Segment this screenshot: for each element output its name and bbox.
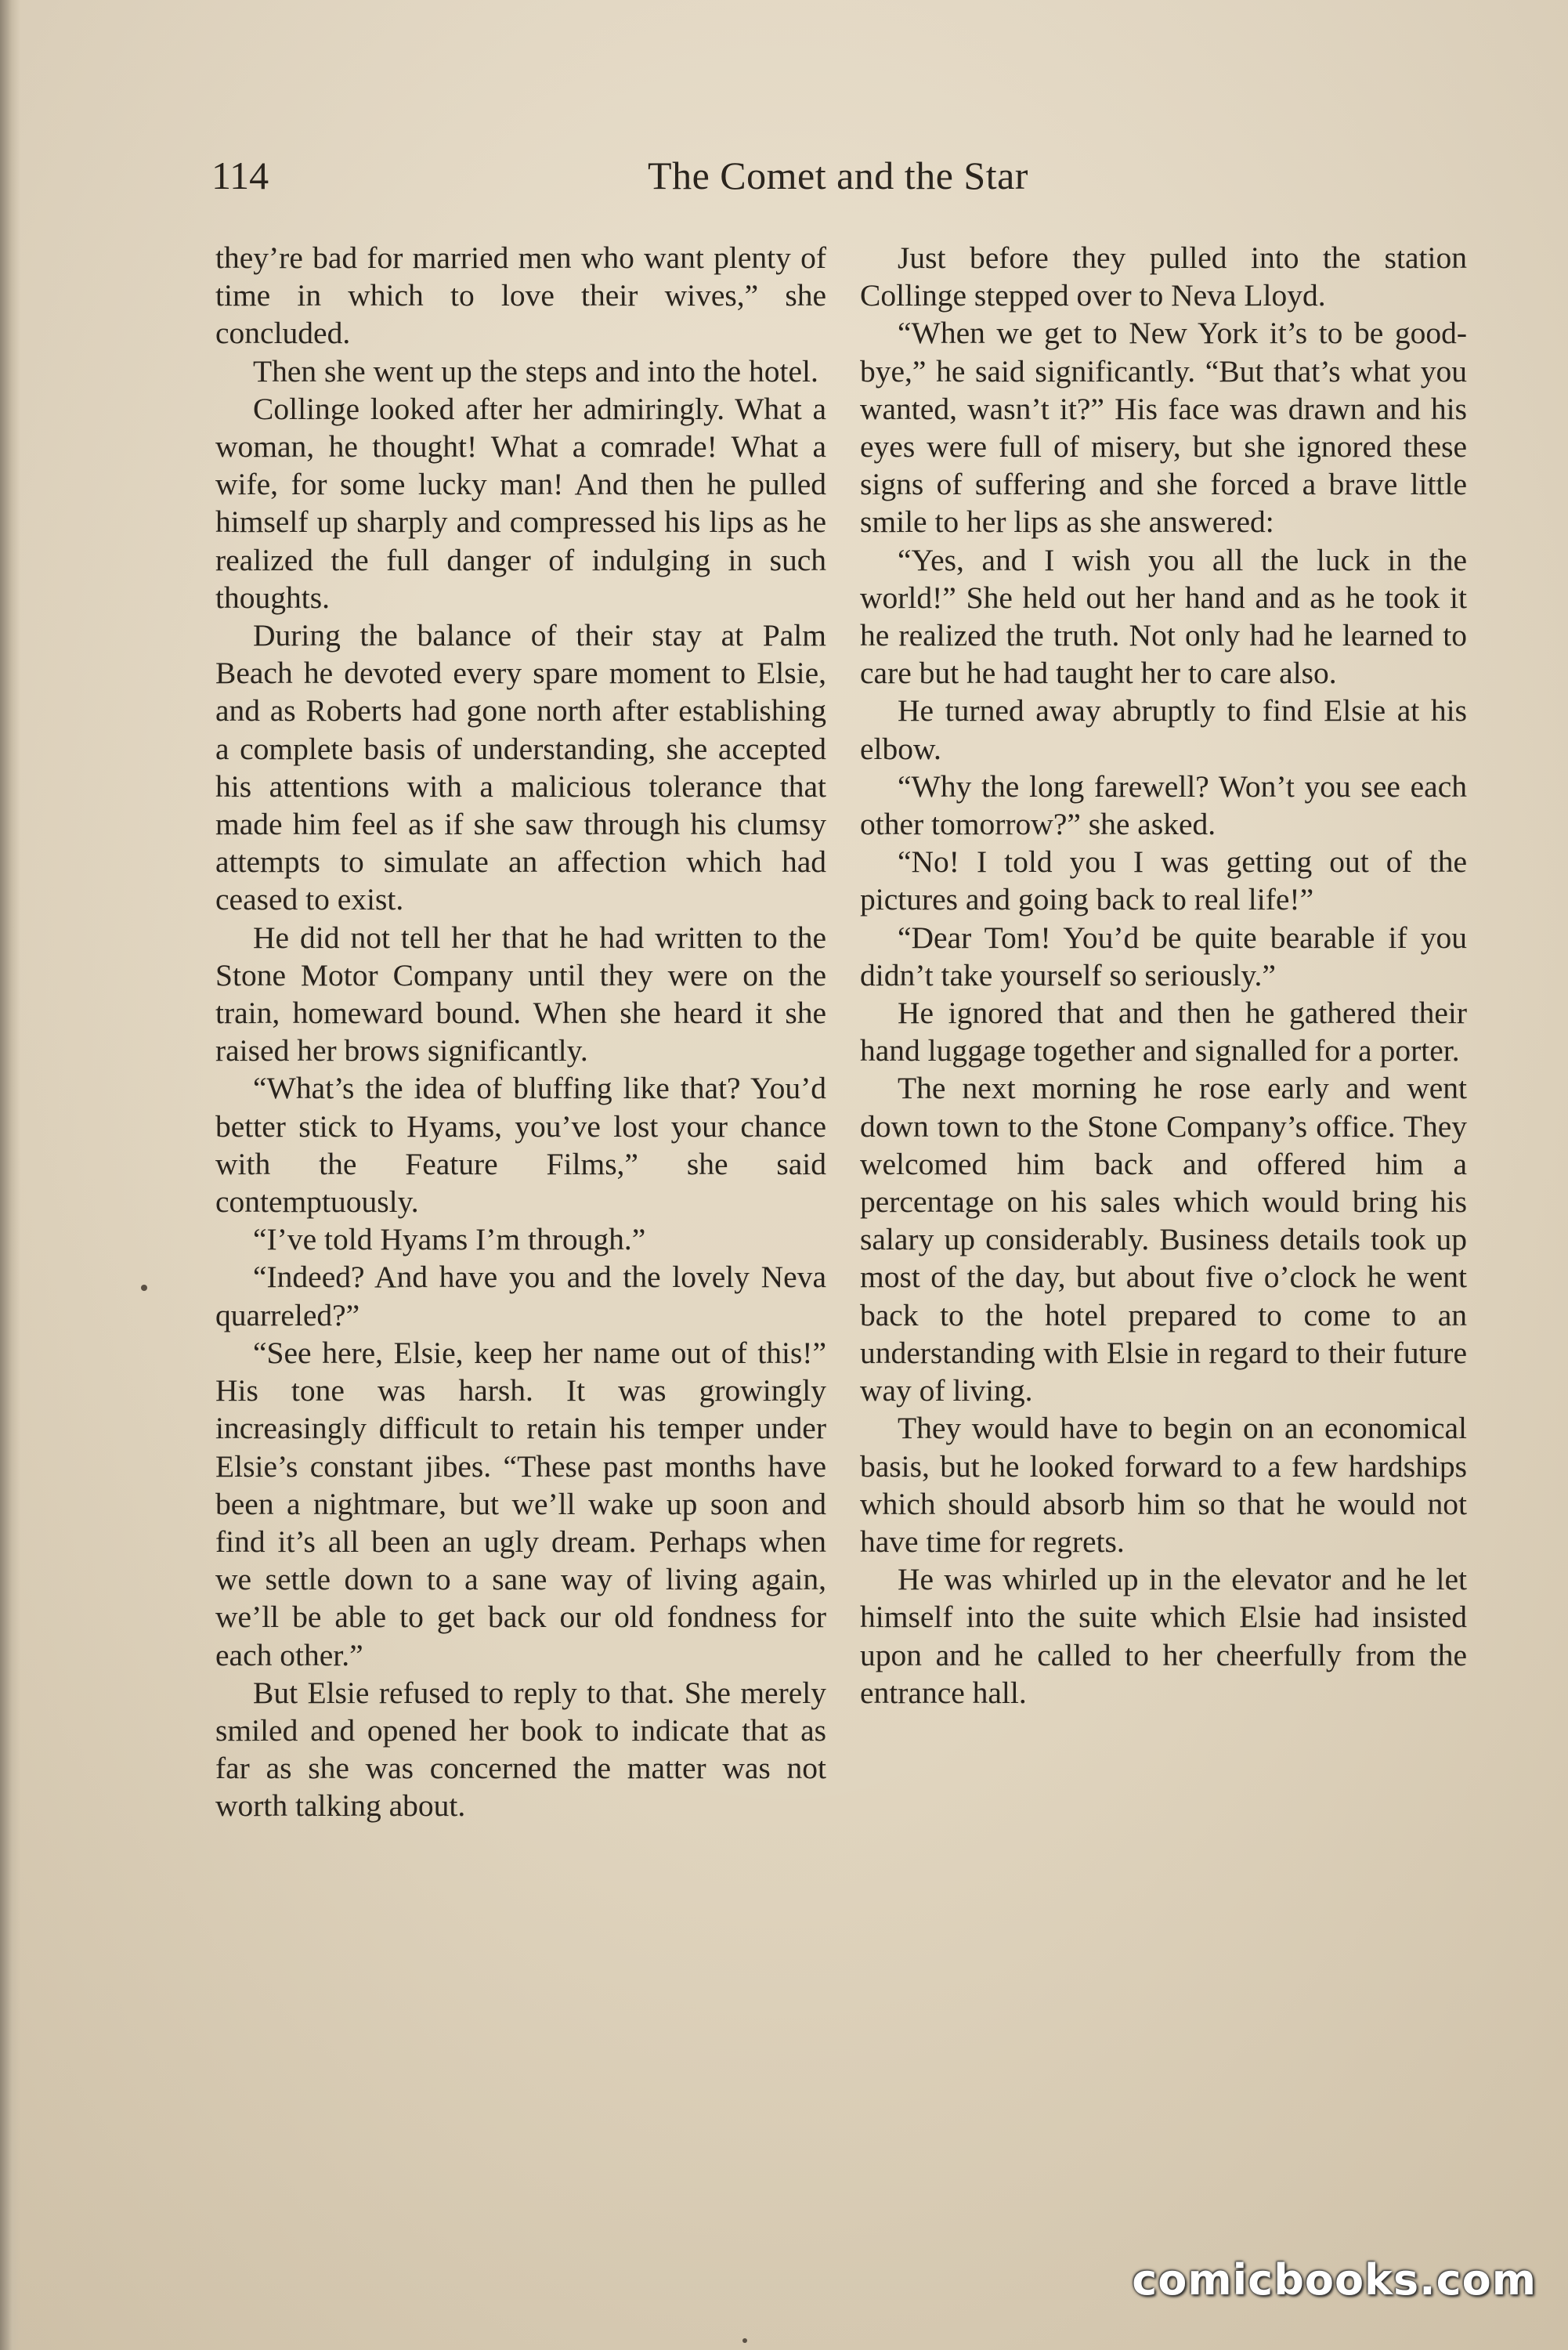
paragraph: He turned away abruptly to find Elsie at his elbow. [860, 693, 1467, 766]
paragraph: “Dear Tom! You’d be quite bearable if you didn’t take yourself so seriously.” [860, 920, 1467, 992]
paragraph: “Why the long farewell? Won’t you see each other tomorrow?” she asked. [860, 768, 1467, 842]
right-column [860, 239, 1467, 1712]
left-column [215, 239, 826, 1825]
watermark-logo: comicbooks.com [1132, 2255, 1537, 2305]
paragraph: The next morning he rose early and went down town to the Stone Company’s office. They welcomed him back and offered him a percentage on his sales which would bring his salary up considerably. Business details took up most of the day, but about five o’clock he went back to the hotel prepared to come to an understanding with Elsie in regard to their future way of living. [860, 1071, 1467, 1408]
paragraph: Collinge looked after her admiringly. What a woman, he thought! What a comrade! What a wife, for some lucky man! And then he pulled himself up sharply and compressed his lips as he realized the full danger of indulging in such thoughts. [215, 391, 826, 615]
paragraph: During the balance of their stay at Palm Beach he devoted every spare moment to Elsie, and as Roberts had gone north after establishing a complete basis of understanding, she accepted his attentions with a malicious tolerance that made him feel as if she saw through his clumsy attempts to simulate an affection which had ceased to exist. [215, 618, 826, 917]
paragraph: “No! I told you I was getting out of the pictures and going back to real life!” [860, 844, 1467, 917]
page-number: 114 [211, 154, 269, 197]
paragraph: Then she went up the steps and into the hotel. [253, 353, 818, 389]
paragraph: He ignored that and then he gathered their hand luggage together and signalled for a porter. [860, 996, 1467, 1068]
paragraph: “What’s the idea of bluffing like that? You’d better stick to Hyams, you’ve lost your chance with the Feature Films,” she said contemptuously. [215, 1071, 826, 1220]
paragraph: He was whirled up in the elevator and he let himself into the suite which Elsie had insisted upon and he called to her cheerfully from the entrance hall. [860, 1562, 1467, 1710]
paragraph: they’re bad for married men who want plenty of time in which to love their wives,” she concluded. [215, 240, 826, 351]
paragraph: He did not tell her that he had written to the Stone Motor Company until they were on the train, homeward bound. When she heard it she raised her brows significantly. [215, 920, 826, 1068]
paragraph: But Elsie refused to reply to that. She merely smiled and opened her book to indicate that as far as she was concerned the matter was not worth talking about. [215, 1675, 826, 1824]
paragraph: “See here, Elsie, keep her name out of this!” His tone was harsh. It was growingly increasingly difficult to retain his temper under Elsie’s constant jibes. “These past months have been a nightmare, but we’ll wake up soon and find it’s all been an ugly dream. Perhaps when we settle down to a sane way of living again, we’ll be able to get back our old fondness for each other.” [215, 1335, 826, 1672]
page-title: The Comet and the Star [648, 154, 1028, 197]
ink-speck [742, 2338, 747, 2343]
ink-speck [141, 1285, 147, 1291]
paragraph: “Indeed? And have you and the lovely Neva quarreled?” [215, 1260, 826, 1332]
page-spine-edge [0, 0, 20, 2350]
paragraph: Just before they pulled into the station Collinge stepped over to Neva Lloyd. [860, 240, 1467, 313]
paragraph: They would have to begin on an economical basis, but he looked forward to a few hardships which should absorb him so that he would not have time for regrets. [860, 1411, 1467, 1559]
running-head [211, 153, 1465, 208]
paragraph: “Yes, and I wish you all the luck in the world!” She held out her hand and as he took it he realized the truth. Not only had he learned to care but he had taught her to care also. [860, 542, 1467, 691]
paragraph: “I’ve told Hyams I’m through.” [253, 1222, 646, 1257]
paragraph: “When we get to New York it’s to be good-bye,” he said significantly. “But that’s what you wanted, wasn’t it?” His face was drawn and his eyes were full of misery, but she ignored these signs of suffering and she forced a brave little smile to her lips as she answered: [860, 316, 1467, 540]
